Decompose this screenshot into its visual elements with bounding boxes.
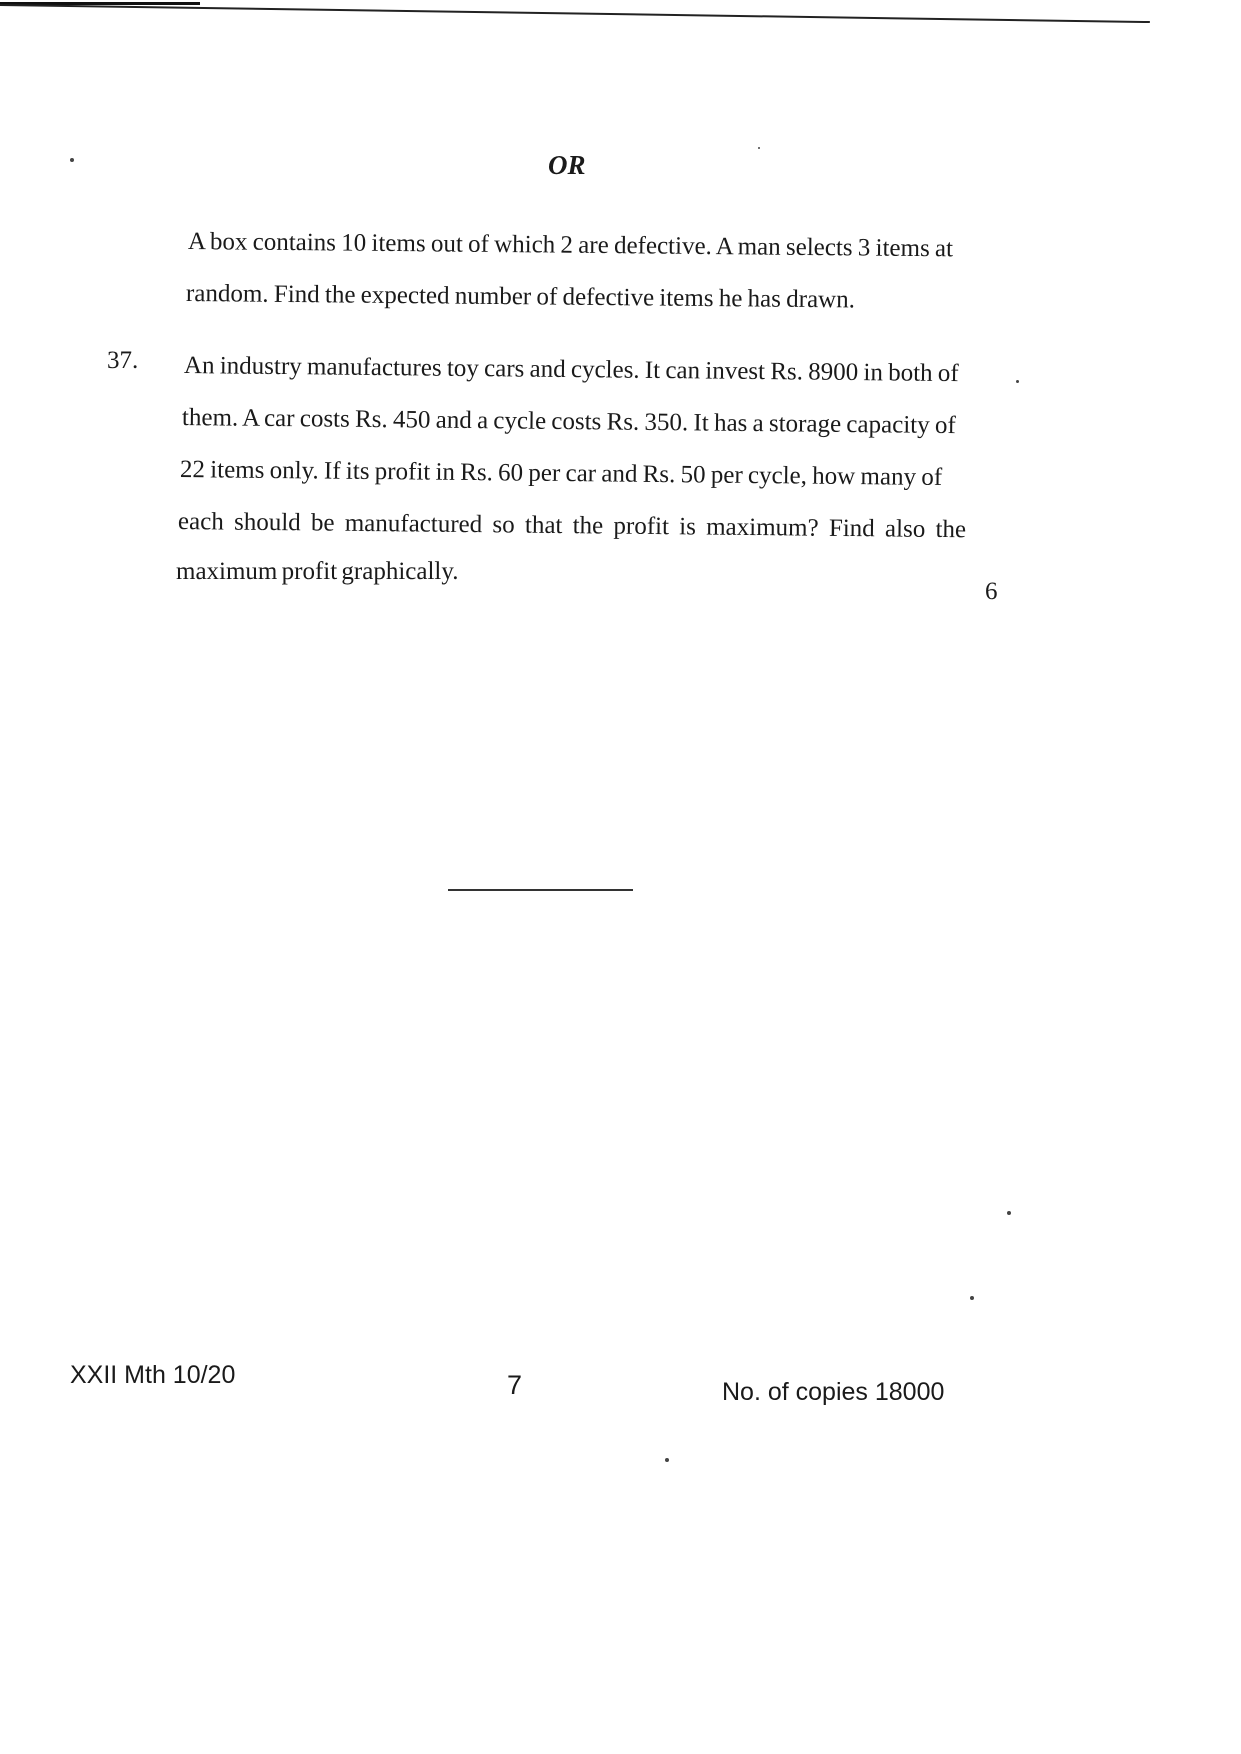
alt-question-line-2: random. Find the expected number of defective items he has drawn.	[185, 280, 856, 314]
end-of-paper-rule	[448, 889, 633, 891]
or-heading: OR	[548, 150, 586, 180]
question-37-line-4: each should be manufactured so that the profit is maximum? Find also the	[177, 508, 967, 544]
alt-question-line-1: A box contains 10 items out of which 2 are defective. A man selects 3 items at	[187, 228, 954, 263]
scan-speck	[70, 158, 74, 162]
scan-speck	[970, 1296, 974, 1300]
question-37-line-1: An industry manufactures toy cars and cycles. It can invest Rs. 8900 in both of	[183, 352, 959, 388]
page-number: 7	[507, 1370, 523, 1400]
scan-speck	[1007, 1211, 1011, 1215]
question-number: 37.	[107, 347, 139, 374]
question-37-line-3: 22 items only. If its profit in Rs. 60 per car and Rs. 50 per cycle, how many of	[179, 456, 943, 491]
paper-code: XXII Mth 10/20	[70, 1361, 236, 1389]
question-37-line-2: them. A car costs Rs. 450 and a cycle costs Rs. 350. It has a storage capacity of	[181, 404, 956, 440]
question-37-line-5: maximum profit graphically.	[176, 558, 459, 585]
scan-speck	[1016, 380, 1019, 383]
scan-speck	[758, 147, 760, 149]
scan-speck	[665, 1458, 669, 1462]
top-rule	[0, 4, 1150, 23]
question-marks: 6	[985, 578, 998, 605]
copies-count: No. of copies 18000	[722, 1378, 945, 1406]
